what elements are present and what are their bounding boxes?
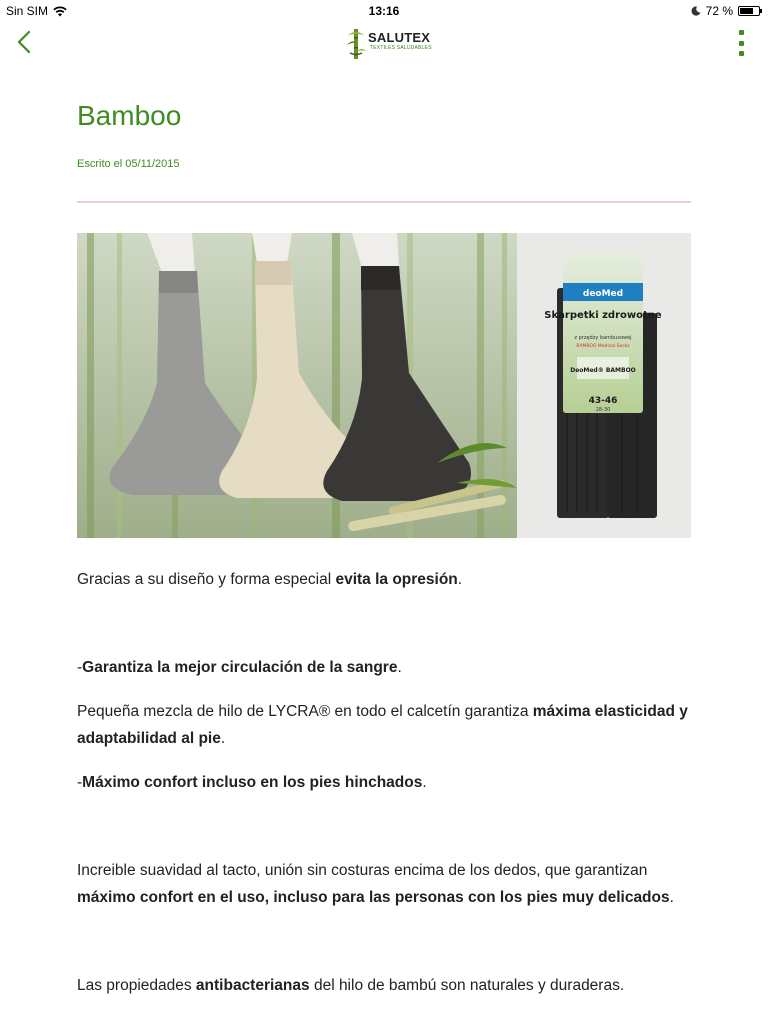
article-title: Bamboo (77, 100, 182, 131)
socks-product-image (77, 233, 691, 538)
package-size-sub: 28-30 (595, 407, 611, 413)
chevron-left-icon (12, 28, 38, 56)
vertical-dots-icon (739, 30, 744, 35)
more-options-button[interactable] (736, 30, 746, 56)
status-right (691, 4, 760, 18)
paragraph-1: Gracias a su diseño y forma especial evita la opresión. (77, 571, 463, 588)
carrier-label: Sin SIM (6, 4, 49, 18)
paragraph-2: -Garantiza la mejor circulación de la sangre. (77, 659, 402, 676)
clock: 13:16 (368, 4, 400, 18)
paragraph-3: Pequeña mezcla de hilo de LYCRA® en todo el calcetín garantiza máxima elasticidad y adaptabilidad al pie. (77, 703, 688, 747)
package-brand: deoMed (582, 289, 624, 299)
logo-text: SALUTEX (368, 30, 431, 45)
nav-bar (0, 20, 768, 64)
package-size: 43-46 (588, 396, 618, 406)
package-line: BAMBOO Medical Socks (576, 344, 630, 349)
article-image (77, 233, 691, 538)
bamboo-logo-icon (344, 25, 368, 61)
moon-icon (691, 6, 701, 16)
package-subtitle: z przędzy bambusowej (574, 335, 632, 341)
status-bar (0, 0, 768, 20)
battery-icon (738, 6, 760, 16)
battery-percent: 72 % (705, 4, 733, 18)
article-date: Escrito el 05/11/2015 (77, 158, 180, 170)
article (77, 100, 691, 999)
back-button[interactable] (12, 28, 38, 56)
package-model: DeoMed® BAMBOO (570, 367, 636, 374)
paragraph-4: -Máximo confort incluso en los pies hinchados. (77, 774, 427, 791)
package-title: Skarpetki zdrowotne (544, 310, 662, 321)
title-divider (77, 201, 691, 203)
paragraph-6: Las propiedades antibacterianas del hilo de bambú son naturales y duraderas. (77, 977, 625, 994)
paragraph-5: Increible suavidad al tacto, unión sin costuras encima de los dedos, que garantizan máximo confort en el uso, incluso para las personas con los pies muy delicados. (77, 862, 674, 906)
salutex-logo (344, 25, 434, 61)
logo-subtitle: TEXTILES SALUDABLES (370, 45, 432, 51)
